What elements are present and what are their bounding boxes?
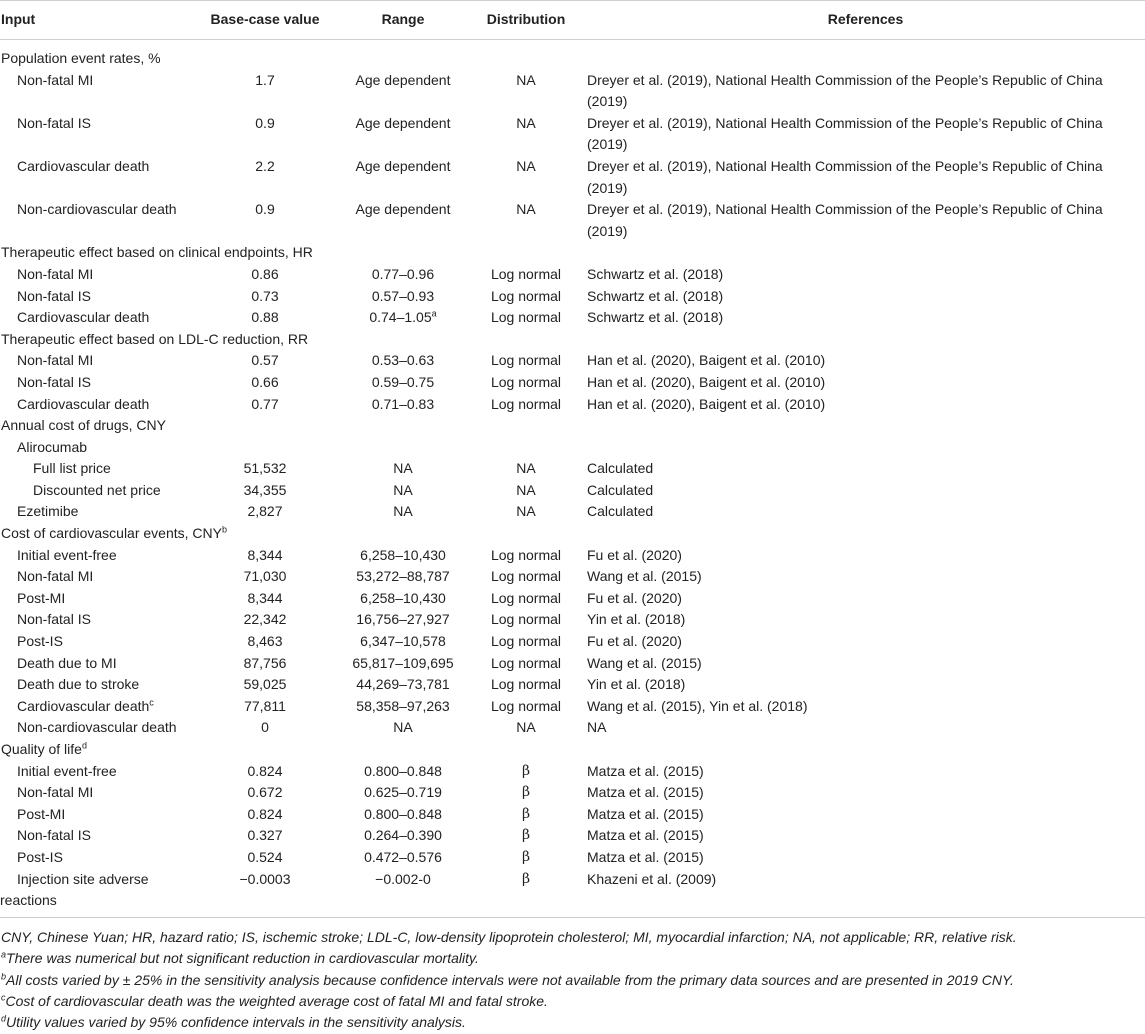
row-label-text: Non-fatal MI	[17, 568, 94, 585]
footnote-marker: c	[1, 992, 6, 1003]
table-row	[0, 609, 1145, 631]
table-row	[0, 869, 1145, 917]
base-case-value: 0.327	[247, 827, 283, 844]
range-text: 65,817–109,695	[352, 654, 454, 671]
distribution-value: Log normal	[490, 697, 562, 714]
row-label	[0, 825, 190, 847]
row-label-text: Ezetimibe	[17, 503, 79, 520]
range-value	[340, 480, 466, 502]
row-label-text: Non-fatal IS	[17, 114, 91, 131]
section-row	[0, 242, 1145, 264]
row-label	[0, 782, 190, 804]
footnote	[1, 970, 1145, 991]
base-case-value: 51,532	[243, 460, 287, 477]
range-value	[340, 437, 466, 459]
section-heading	[0, 415, 1145, 437]
row-label-text: Non-fatal MI	[17, 352, 94, 369]
range-text: NA	[393, 719, 413, 736]
base-case-value: 0.524	[247, 848, 283, 865]
range-text: 0.53–0.63	[371, 352, 435, 369]
table-row	[0, 307, 1145, 329]
references-value: Schwartz et al. (2018)	[587, 265, 724, 282]
table-row	[0, 372, 1145, 394]
row-label	[0, 566, 190, 588]
range-value	[340, 394, 466, 416]
row-label-text: Post-MI	[17, 589, 66, 606]
section-heading	[0, 40, 1145, 70]
section-row	[0, 40, 1145, 70]
row-label	[0, 372, 190, 394]
header-references: References	[586, 1, 1145, 40]
table-row	[0, 264, 1145, 286]
row-label-text: Non-fatal MI	[17, 265, 94, 282]
footnote-text: Cost of cardiovascular death was the weighted average cost of fatal MI and fatal stroke.	[5, 992, 548, 1009]
references-value: Dreyer et al. (2019), National Health Commission of the People’s Republic of China (2019)	[587, 201, 1103, 239]
footnote-text: CNY, Chinese Yuan; HR, hazard ratio; IS, ischemic stroke; LDL-C, low-density lipoprotein cholesterol; MI, myocardial infarction; NA, not applicable; RR, relative risk.	[1, 928, 1017, 945]
table-footnotes	[0, 917, 1145, 1034]
distribution-value: Log normal	[490, 676, 562, 693]
references-value: Han et al. (2020), Baigent et al. (2010)	[587, 352, 826, 369]
references-value	[586, 437, 1145, 459]
references-value: Schwartz et al. (2018)	[587, 287, 724, 304]
table-row	[0, 717, 1145, 739]
base-case-value: 71,030	[243, 568, 287, 585]
references-value: Matza et al. (2015)	[587, 784, 704, 801]
table-row	[0, 588, 1145, 610]
range-value	[340, 307, 466, 329]
table-row	[0, 847, 1145, 869]
header-base-case-value: Base-case value	[190, 1, 340, 40]
table-row	[0, 156, 1145, 199]
table-row	[0, 825, 1145, 847]
references-value: Yin et al. (2018)	[587, 611, 686, 628]
section-row	[0, 415, 1145, 437]
distribution-value: Log normal	[490, 611, 562, 628]
footnote-marker: b	[1, 970, 7, 981]
references-value: Wang et al. (2015)	[587, 568, 702, 585]
range-value	[340, 350, 466, 372]
range-value	[340, 631, 466, 653]
row-label-text: Alirocumab	[17, 438, 88, 455]
footnote	[1, 948, 1145, 969]
base-case-value: 1.7	[255, 71, 275, 88]
row-label-text: Non-fatal MI	[17, 784, 94, 801]
table-row	[0, 696, 1145, 718]
table-header	[0, 1, 1145, 40]
table-row	[0, 199, 1145, 242]
references-value: Han et al. (2020), Baigent et al. (2010)	[587, 373, 826, 390]
table-row	[0, 761, 1145, 783]
range-text: 0.625–0.719	[364, 784, 442, 801]
range-value	[340, 696, 466, 718]
base-case-value: 0.824	[247, 762, 283, 779]
section-heading-label: Cost of cardiovascular events, CNY	[1, 525, 222, 542]
base-case-value: 0	[261, 719, 269, 736]
base-case-value: −0.0003	[239, 870, 291, 887]
row-label-text: Post-MI	[17, 805, 66, 822]
range-text: Age dependent	[355, 71, 451, 88]
table-body	[0, 40, 1145, 917]
distribution-value: NA	[516, 481, 536, 498]
row-label-text: Cardiovascular death	[17, 395, 150, 412]
range-text: 16,756–27,927	[356, 611, 450, 628]
table-row	[0, 631, 1145, 653]
distribution-value: Log normal	[490, 633, 562, 650]
footnote-text: Utility values varied by 95% confidence intervals in the sensitivity analysis.	[6, 1014, 466, 1031]
range-value	[340, 869, 466, 917]
references-value: Dreyer et al. (2019), National Health Commission of the People’s Republic of China (2019)	[587, 157, 1103, 196]
row-label	[0, 545, 190, 567]
distribution-value	[466, 437, 586, 459]
row-label	[0, 501, 190, 523]
distribution-value: NA	[516, 503, 536, 520]
references-value: Fu et al. (2020)	[587, 633, 682, 650]
section-heading-label: Therapeutic effect based on LDL-C reduction, RR	[1, 330, 309, 347]
footnote	[1, 991, 1145, 1012]
row-label	[0, 458, 190, 480]
base-case-value: 0.57	[251, 352, 279, 369]
footnote-marker: a	[431, 308, 437, 319]
range-value	[340, 609, 466, 631]
row-label-text: Non-cardiovascular death	[17, 201, 177, 218]
range-text: NA	[393, 460, 413, 477]
references-value: Khazeni et al. (2009)	[587, 870, 717, 887]
table-row	[0, 437, 1145, 459]
table-row	[0, 674, 1145, 696]
row-label	[0, 264, 190, 286]
table-row	[0, 286, 1145, 308]
range-value	[340, 825, 466, 847]
row-label	[0, 286, 190, 308]
references-value: NA	[587, 719, 607, 736]
distribution-value: Log normal	[490, 352, 562, 369]
range-text: 44,269–73,781	[356, 676, 450, 693]
header-row	[0, 1, 1145, 40]
distribution-value: β	[521, 784, 531, 801]
row-label	[0, 156, 190, 199]
range-text: NA	[393, 503, 413, 520]
range-text: Age dependent	[355, 114, 451, 131]
footnote	[1, 927, 1145, 948]
distribution-value: Log normal	[490, 265, 562, 282]
table-row	[0, 653, 1145, 675]
row-label	[0, 394, 190, 416]
table-row	[0, 458, 1145, 480]
header-distribution: Distribution	[466, 1, 586, 40]
base-case-value: 0.672	[247, 784, 283, 801]
base-case-value: 59,025	[243, 676, 287, 693]
references-value: Matza et al. (2015)	[587, 805, 704, 822]
row-label-text: Non-fatal IS	[17, 611, 91, 628]
range-text: Age dependent	[355, 201, 451, 218]
references-value: Matza et al. (2015)	[587, 827, 704, 844]
references-value: Matza et al. (2015)	[587, 848, 704, 865]
row-label	[0, 350, 190, 372]
distribution-value: NA	[516, 201, 536, 218]
base-case-value: 0.66	[251, 373, 279, 390]
base-case-value: 0.9	[255, 201, 275, 218]
distribution-value: NA	[516, 71, 536, 88]
distribution-value: β	[521, 762, 531, 779]
row-label	[0, 113, 190, 156]
range-text: 0.71–0.83	[371, 395, 435, 412]
row-label	[0, 674, 190, 696]
references-value: Yin et al. (2018)	[587, 676, 686, 693]
distribution-value: Log normal	[490, 309, 562, 326]
row-label	[0, 199, 190, 242]
base-case-value: 34,355	[243, 481, 287, 498]
footnote-text: All costs varied by ± 25% in the sensitivity analysis because confidence intervals were not available from the primary data sources and are presented in 2019 CNY.	[6, 971, 1014, 988]
distribution-value: β	[521, 805, 531, 822]
range-value	[340, 653, 466, 675]
row-label-text: Cardiovascular death	[17, 157, 150, 174]
footnote	[1, 1012, 1145, 1033]
distribution-value: Log normal	[490, 287, 562, 304]
references-value: Calculated	[587, 503, 654, 520]
references-value: Schwartz et al. (2018)	[587, 309, 724, 326]
range-text: 0.57–0.93	[371, 287, 435, 304]
range-value	[340, 588, 466, 610]
row-label-text: Cardiovascular death	[17, 697, 150, 714]
range-text: 0.74–1.05	[369, 309, 432, 326]
distribution-value: Log normal	[490, 373, 562, 390]
distribution-value: β	[521, 870, 531, 887]
section-heading	[0, 739, 1145, 761]
table-row	[0, 70, 1145, 113]
range-text: −0.002-0	[375, 870, 431, 887]
row-label	[0, 696, 190, 718]
range-value	[340, 264, 466, 286]
distribution-value: Log normal	[490, 589, 562, 606]
distribution-value: β	[521, 827, 531, 844]
distribution-value: Log normal	[490, 395, 562, 412]
table-row	[0, 113, 1145, 156]
range-value	[340, 761, 466, 783]
row-label-text: Post-IS	[17, 633, 63, 650]
row-label-text: Post-IS	[17, 848, 63, 865]
range-value	[340, 113, 466, 156]
distribution-value: Log normal	[490, 546, 562, 563]
row-label-text: Initial event-free	[17, 546, 117, 563]
section-row	[0, 523, 1145, 545]
range-value	[340, 286, 466, 308]
range-text: 6,258–10,430	[360, 589, 446, 606]
range-text: 0.264–0.390	[364, 827, 442, 844]
footnote-marker: d	[1, 1013, 7, 1024]
section-row	[0, 329, 1145, 351]
range-value	[340, 372, 466, 394]
references-value: Wang et al. (2015)	[587, 654, 702, 671]
header-input: Input	[0, 1, 190, 40]
references-value: Fu et al. (2020)	[587, 589, 682, 606]
base-case-value: 0.88	[251, 309, 279, 326]
row-label-text: Death due to MI	[17, 654, 117, 671]
range-value	[340, 501, 466, 523]
range-value	[340, 156, 466, 199]
row-label	[0, 70, 190, 113]
base-case-value: 2.2	[255, 157, 275, 174]
row-label-text: Cardiovascular death	[17, 309, 150, 326]
row-label	[0, 631, 190, 653]
row-label-text: Discounted net price	[33, 481, 161, 498]
table-row	[0, 350, 1145, 372]
base-case-value: 22,342	[243, 611, 287, 628]
distribution-value: β	[521, 848, 531, 865]
row-label	[0, 437, 190, 459]
references-value: Han et al. (2020), Baigent et al. (2010)	[587, 395, 826, 412]
references-value: Calculated	[587, 460, 654, 477]
range-text: 53,272–88,787	[356, 568, 450, 585]
base-case-value: 0.77	[251, 395, 279, 412]
table-row	[0, 545, 1145, 567]
row-label-text: Non-fatal IS	[17, 373, 91, 390]
base-case-value: 2,827	[247, 503, 283, 520]
distribution-value: NA	[516, 719, 536, 736]
range-value	[340, 674, 466, 696]
base-case-value	[190, 437, 340, 459]
range-value	[340, 199, 466, 242]
row-label-text: Non-fatal IS	[17, 827, 91, 844]
row-label-text: Non-cardiovascular death	[17, 719, 177, 736]
row-label-text: Death due to stroke	[17, 676, 140, 693]
range-value	[340, 804, 466, 826]
row-label	[0, 717, 190, 739]
references-value: Fu et al. (2020)	[587, 546, 682, 563]
section-row	[0, 739, 1145, 761]
table-row	[0, 782, 1145, 804]
base-case-value: 0.824	[247, 805, 283, 822]
range-value	[340, 458, 466, 480]
section-heading-label: Population event rates, %	[1, 50, 161, 66]
range-value	[340, 566, 466, 588]
base-case-value: 0.73	[251, 287, 279, 304]
table-row	[0, 501, 1145, 523]
distribution-value: NA	[516, 460, 536, 477]
range-text: 0.77–0.96	[371, 265, 435, 282]
range-text: NA	[393, 481, 413, 498]
references-value: Dreyer et al. (2019), National Health Commission of the People’s Republic of China (2019)	[587, 71, 1103, 110]
range-text: 0.800–0.848	[364, 762, 442, 779]
footnote-text: There was numerical but not significant reduction in cardiovascular mortality.	[6, 950, 479, 967]
range-value	[340, 847, 466, 869]
base-case-value: 77,811	[244, 697, 286, 714]
row-label-text: Initial event-free	[17, 762, 117, 779]
section-heading	[0, 329, 1145, 351]
range-text: 0.59–0.75	[371, 373, 435, 390]
base-case-value: 8,463	[247, 633, 283, 650]
header-range: Range	[340, 1, 466, 40]
references-value: Calculated	[587, 481, 654, 498]
row-label	[0, 480, 190, 502]
section-heading-label: Quality of life	[1, 741, 82, 757]
base-case-value: 0.9	[255, 114, 275, 131]
base-case-value: 8,344	[247, 546, 283, 563]
row-label	[0, 761, 190, 783]
footnote-marker: a	[1, 949, 7, 960]
section-heading-label: Therapeutic effect based on clinical endpoints, HR	[1, 244, 313, 261]
row-label	[0, 847, 190, 869]
distribution-value: Log normal	[490, 654, 562, 671]
table-row	[0, 566, 1145, 588]
base-case-value: 87,756	[243, 654, 287, 671]
row-label-text: Non-fatal MI	[17, 71, 94, 88]
row-label-text: Non-fatal IS	[17, 287, 91, 304]
distribution-value: NA	[516, 114, 536, 131]
range-text: 0.472–0.576	[364, 848, 442, 865]
range-text: 0.800–0.848	[364, 805, 442, 822]
distribution-value: NA	[516, 157, 536, 174]
table-row	[0, 804, 1145, 826]
base-case-value: 0.86	[251, 265, 279, 282]
row-label-text: Injection site adverse reactions	[0, 870, 149, 909]
range-value	[340, 545, 466, 567]
range-value	[340, 782, 466, 804]
range-value	[340, 717, 466, 739]
row-label	[0, 869, 190, 917]
footnote-marker: b	[221, 524, 227, 535]
table-row	[0, 394, 1145, 416]
range-text: 58,358–97,263	[356, 697, 450, 714]
row-label-text: Full list price	[33, 460, 111, 477]
row-label	[0, 588, 190, 610]
range-value	[340, 70, 466, 113]
row-label	[0, 804, 190, 826]
section-heading-label: Annual cost of drugs, CNY	[1, 417, 166, 434]
range-text: Age dependent	[355, 157, 451, 174]
references-value: Wang et al. (2015), Yin et al. (2018)	[587, 697, 808, 714]
range-text: 6,347–10,578	[360, 633, 446, 650]
references-value: Matza et al. (2015)	[587, 762, 704, 779]
distribution-value: Log normal	[490, 568, 562, 585]
section-heading	[0, 523, 1145, 545]
footnote-marker: c	[149, 697, 154, 708]
range-text: 6,258–10,430	[360, 546, 446, 563]
references-value: Dreyer et al. (2019), National Health Commission of the People’s Republic of China (2019)	[587, 114, 1103, 153]
row-label	[0, 653, 190, 675]
footnote-marker: d	[81, 740, 87, 751]
section-heading	[0, 242, 1145, 264]
base-case-value: 8,344	[247, 589, 283, 606]
row-label	[0, 307, 190, 329]
table-row	[0, 480, 1145, 502]
row-label	[0, 609, 190, 631]
